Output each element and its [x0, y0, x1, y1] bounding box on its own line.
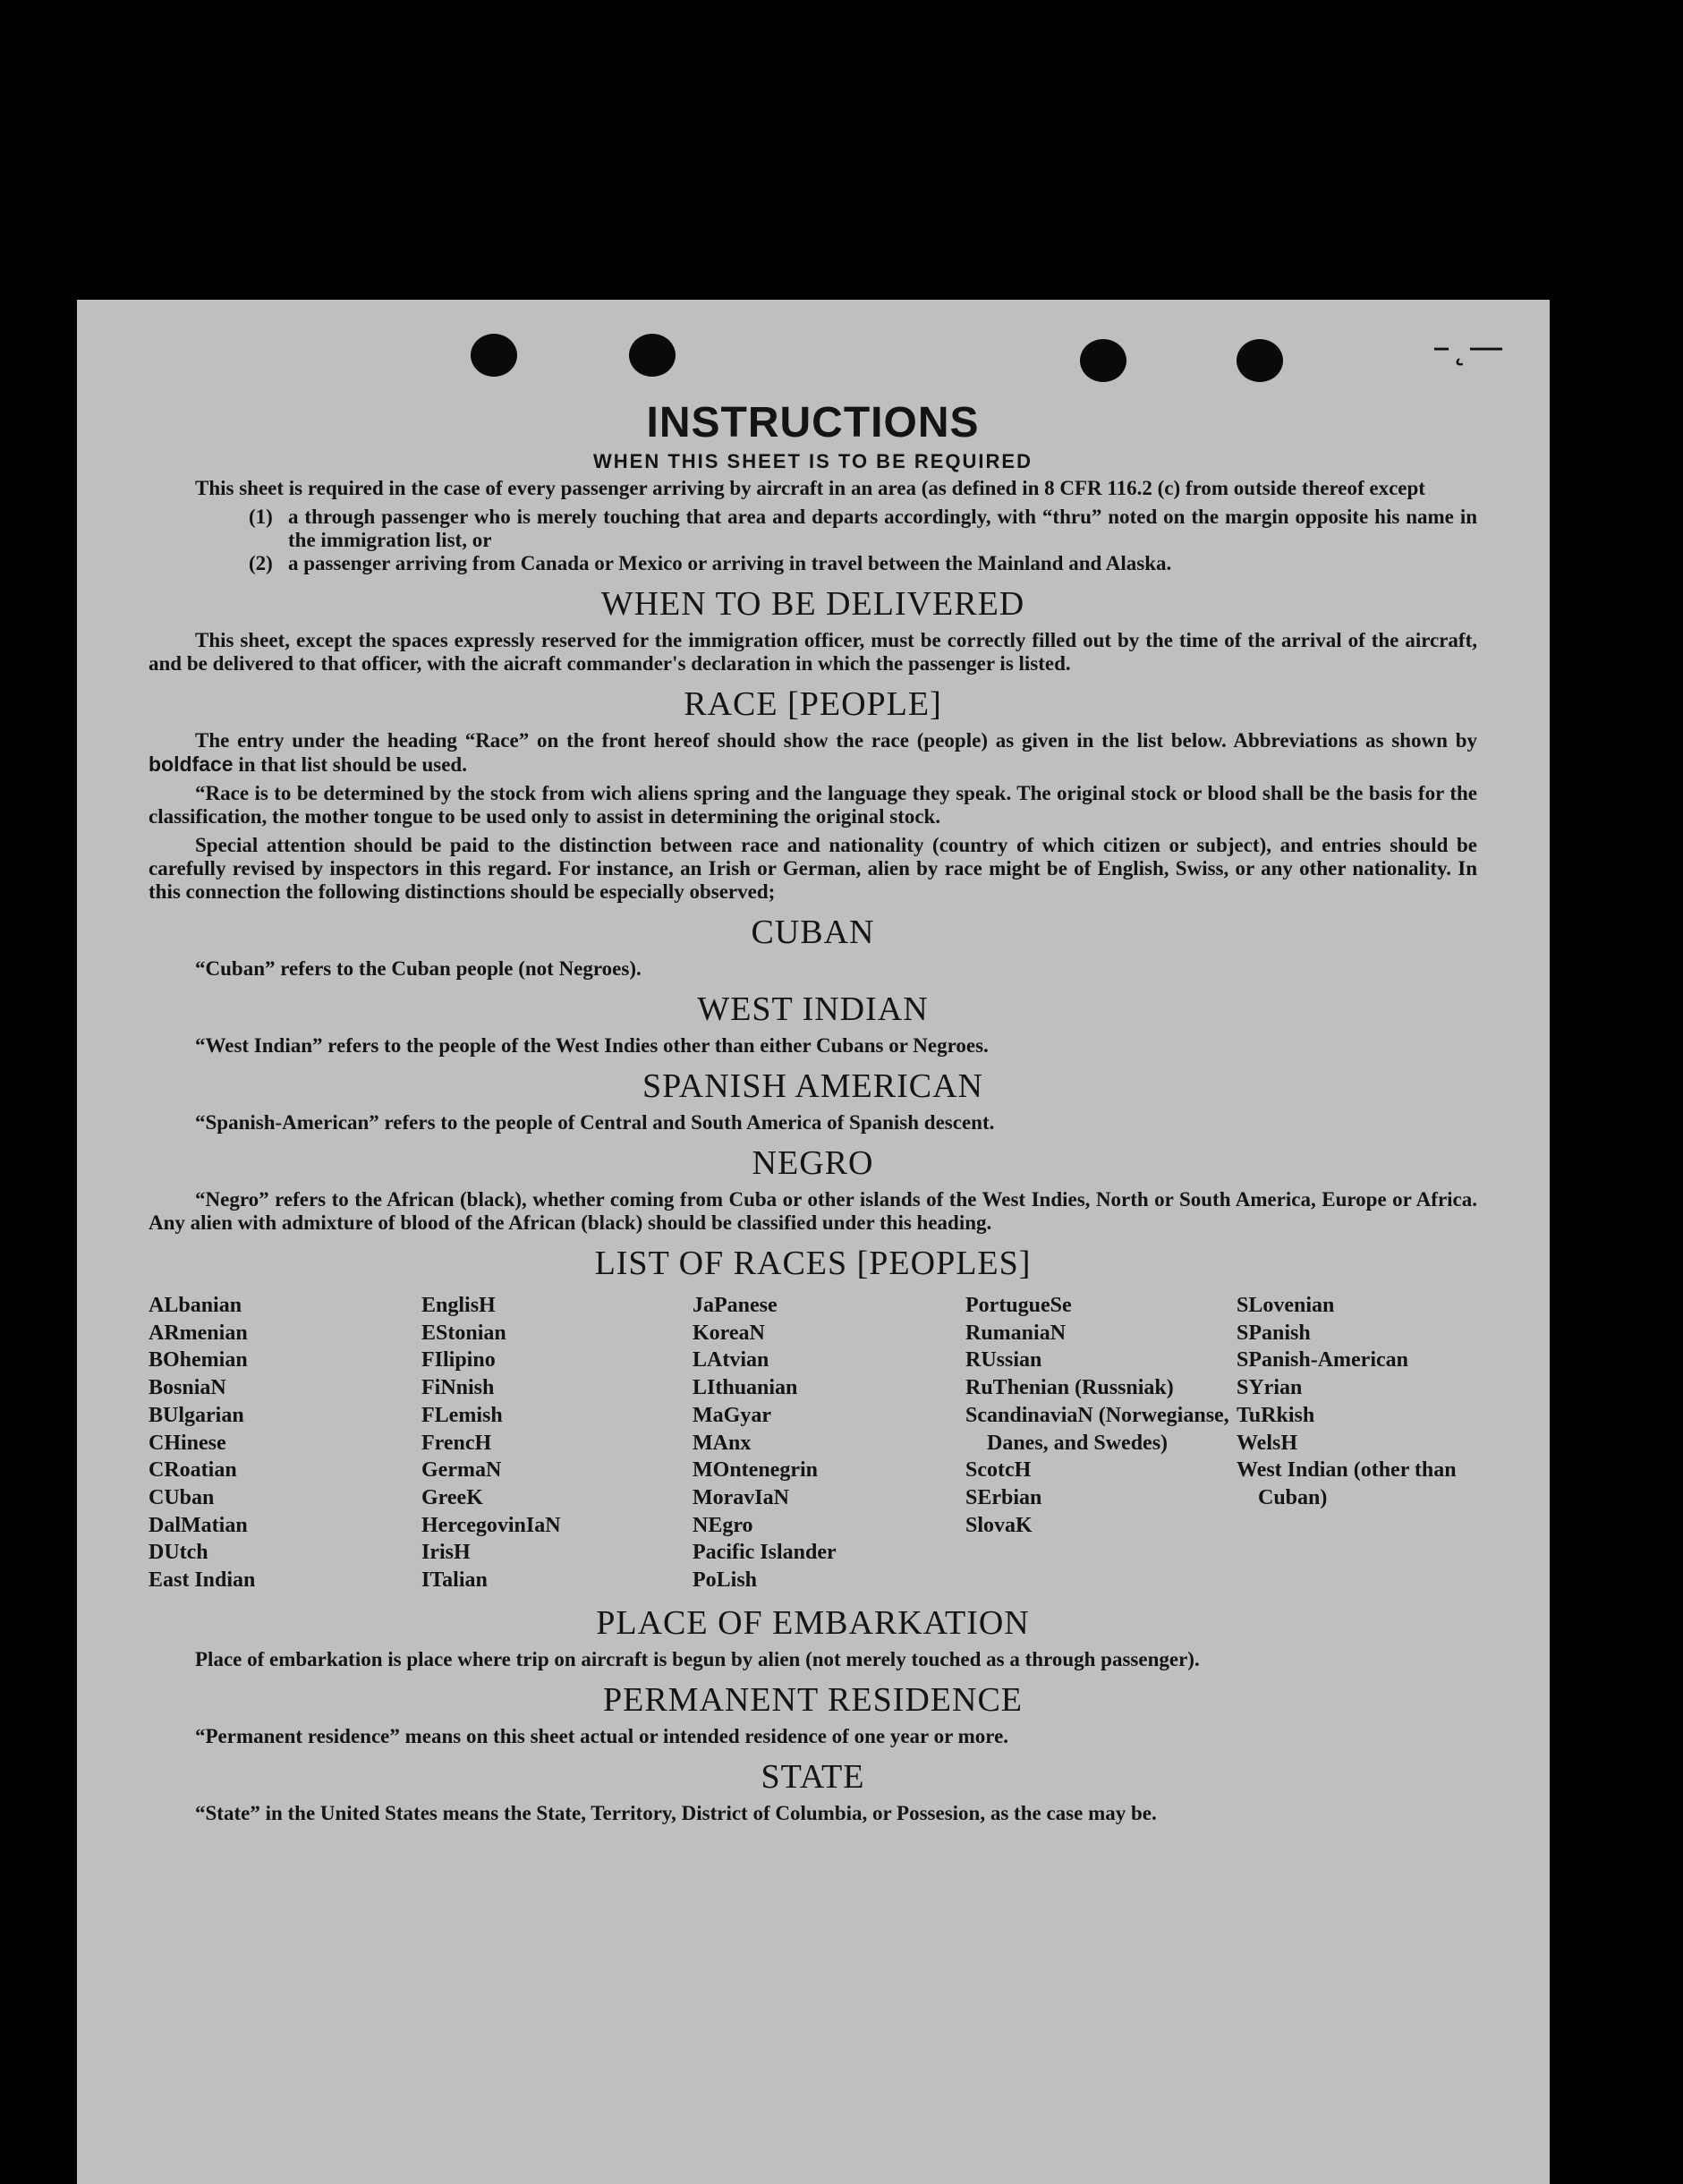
state-paragraph: “State” in the United States means the State, Territory, District of Columbia, or Possesion, as the case may be. [195, 1801, 1157, 1824]
race-entry: ALbanian [149, 1294, 242, 1317]
exception-text: a passenger arriving from Canada or Mexico or arriving in travel between the Mainland and Alaska. [288, 552, 1172, 574]
race-entry: ScandinaviaN (Norwegianse, Danes, and Swedes) [965, 1403, 1229, 1455]
race-entry: SLovenian [1237, 1294, 1335, 1317]
exception-item [249, 506, 1477, 552]
race-entry: FrencH [421, 1431, 492, 1455]
race-entry: MOntenegrin [693, 1458, 818, 1483]
page-subtitle: WHEN THIS SHEET IS TO BE REQUIRED [593, 450, 1033, 472]
race-entry: RumaniaN [965, 1321, 1067, 1345]
embarkation-paragraph: Place of embarkation is place where trip on aircraft is begun by alien (not merely touched as a through passenger). [195, 1647, 1200, 1670]
race-entry: BUlgarian [149, 1403, 244, 1427]
race-entry: HercegovinIaN [421, 1513, 561, 1537]
punch-hole [1080, 339, 1126, 382]
race-entry: MaGyar [693, 1403, 771, 1427]
section-heading-residence: PERMANENT RESIDENCE [602, 1680, 1024, 1719]
race-entry: GreeK [421, 1485, 483, 1509]
race-paragraph-2: “Race is to be determined by the stock from wich aliens spring and the language they speak. The original stock or blood shall be the basis for the classification, the mother tongue to be used only to assist in determining the original stock. [149, 782, 1477, 828]
race-paragraph-3: Special attention should be paid to the distinction between race and nationality (country of which citizen or subject), and entries should be carefully revised by inspectors in this regard. For instance, an Irish or German, alien by race might be of English, Swiss, or any other nationality. In this connection the following distinctions should be especially observed; [149, 834, 1477, 903]
exception-number: (2) [249, 552, 273, 574]
exception-text: a through passenger who is merely touching that area and departs accordingly, with “thru” noted on the margin opposite his name in the immigration list, or [288, 506, 1477, 551]
race-entry: DUtch [149, 1541, 208, 1565]
race-entry: KoreaN [693, 1321, 765, 1345]
race-entry: SPanish-American [1237, 1348, 1408, 1372]
race-entry: West Indian (other than Cuban) [1237, 1458, 1457, 1509]
race-entry: PortugueSe [965, 1294, 1072, 1317]
races-column [149, 1292, 421, 1594]
residence-paragraph: “Permanent residence” means on this sheet actual or intended residence of one year or more. [195, 1724, 1009, 1747]
intro-paragraph: This sheet is required in the case of every passenger arriving by aircraft in an area (as defined in 8 CFR 116.2 (c) from outside thereof except [195, 477, 1425, 499]
race-entry: TuRkish [1237, 1403, 1315, 1427]
section-heading-delivered: WHEN TO BE DELIVERED [600, 585, 1025, 623]
section-heading-state: STATE [761, 1757, 865, 1796]
race-entry: WelsH [1237, 1431, 1298, 1455]
negro-paragraph: “Negro” refers to the African (black), whether coming from Cuba or other islands of the West Indies, North or South America, Europe or Africa. Any alien with admixture of blood of the African (black) should be classified under this heading. [149, 1188, 1477, 1234]
races-list [149, 1292, 1477, 1594]
race-entry: BOhemian [149, 1348, 248, 1372]
punch-hole [471, 334, 517, 377]
race-entry: PoLish [693, 1568, 758, 1593]
race-p1-end: in that list should be used. [233, 753, 467, 776]
race-entry: MoravIaN [693, 1485, 789, 1509]
race-entry: EnglisH [421, 1294, 496, 1317]
race-entry: SErbian [965, 1485, 1042, 1509]
race-p1-start: The entry under the heading “Race” on the front hereof should show the race (people) as given in the list below. Abbreviations as shown by [195, 729, 1477, 752]
section-heading-negro: NEGRO [752, 1144, 874, 1182]
section-heading-cuban: CUBAN [751, 914, 875, 951]
exception-item [249, 552, 1477, 575]
exception-number: (1) [249, 506, 273, 528]
race-entry: FiNnish [421, 1376, 495, 1400]
race-entry: MAnx [693, 1431, 752, 1455]
cuban-paragraph: “Cuban” refers to the Cuban people (not Negroes). [195, 957, 642, 980]
section-heading-west-indian: WEST INDIAN [697, 990, 929, 1028]
section-heading-embarkation: PLACE OF EMBARKATION [596, 1603, 1030, 1642]
race-entry: BosniaN [149, 1376, 226, 1400]
race-p1-boldface: boldface [149, 752, 234, 776]
page-title: INSTRUCTIONS [646, 399, 980, 446]
races-column [965, 1292, 1237, 1594]
race-entry: DalMatian [149, 1513, 248, 1537]
race-entry: CRoatian [149, 1458, 237, 1483]
race-entry: FLemish [421, 1403, 503, 1427]
race-paragraph-1 [149, 729, 1477, 777]
race-entry: FIlipino [421, 1348, 496, 1372]
section-heading-list-of-races: LIST OF RACES [PEOPLES] [594, 1245, 1032, 1282]
race-entry: RUssian [965, 1348, 1042, 1372]
race-entry: SYrian [1237, 1376, 1303, 1400]
spanish-american-paragraph: “Spanish-American” refers to the people of Central and South America of Spanish descent. [195, 1111, 995, 1134]
race-entry: CHinese [149, 1431, 226, 1455]
race-entry: SPanish [1237, 1321, 1311, 1345]
instructions-content [149, 398, 1477, 1831]
race-entry: NEgro [693, 1513, 753, 1537]
race-entry: CUban [149, 1485, 215, 1509]
race-entry: IrisH [421, 1541, 471, 1565]
race-entry: East Indian [149, 1568, 256, 1593]
race-entry: ARmenian [149, 1321, 248, 1345]
race-entry: SlovaK [965, 1513, 1033, 1537]
document-sheet [77, 300, 1550, 2184]
corner-mark: –˛— [1432, 327, 1504, 368]
punch-hole [629, 334, 676, 377]
west-indian-paragraph: “West Indian” refers to the people of the West Indies other than either Cubans or Negroes. [195, 1034, 989, 1057]
race-entry: LAtvian [693, 1348, 769, 1372]
race-entry: ScotcH [965, 1458, 1032, 1483]
races-column [1237, 1292, 1478, 1594]
race-entry: ITalian [421, 1568, 488, 1593]
races-column [421, 1292, 693, 1594]
race-entry: LIthuanian [693, 1376, 798, 1400]
punch-hole [1237, 339, 1283, 382]
race-entry: EStonian [421, 1321, 506, 1345]
race-entry: GermaN [421, 1458, 502, 1483]
race-entry: Pacific Islander [693, 1541, 837, 1565]
section-heading-spanish-american: SPANISH AMERICAN [642, 1067, 983, 1105]
race-entry: JaPanese [693, 1294, 778, 1317]
races-column [693, 1292, 965, 1594]
section-heading-race: RACE [PEOPLE] [684, 685, 942, 723]
race-entry: RuThenian (Russniak) [965, 1376, 1174, 1400]
delivered-paragraph: This sheet, except the spaces expressly reserved for the immigration officer, must be correctly filled out by the time of the arrival of the aircraft, and be delivered to that officer, with the aicraft commander's declaration in which the passenger is listed. [149, 629, 1477, 675]
